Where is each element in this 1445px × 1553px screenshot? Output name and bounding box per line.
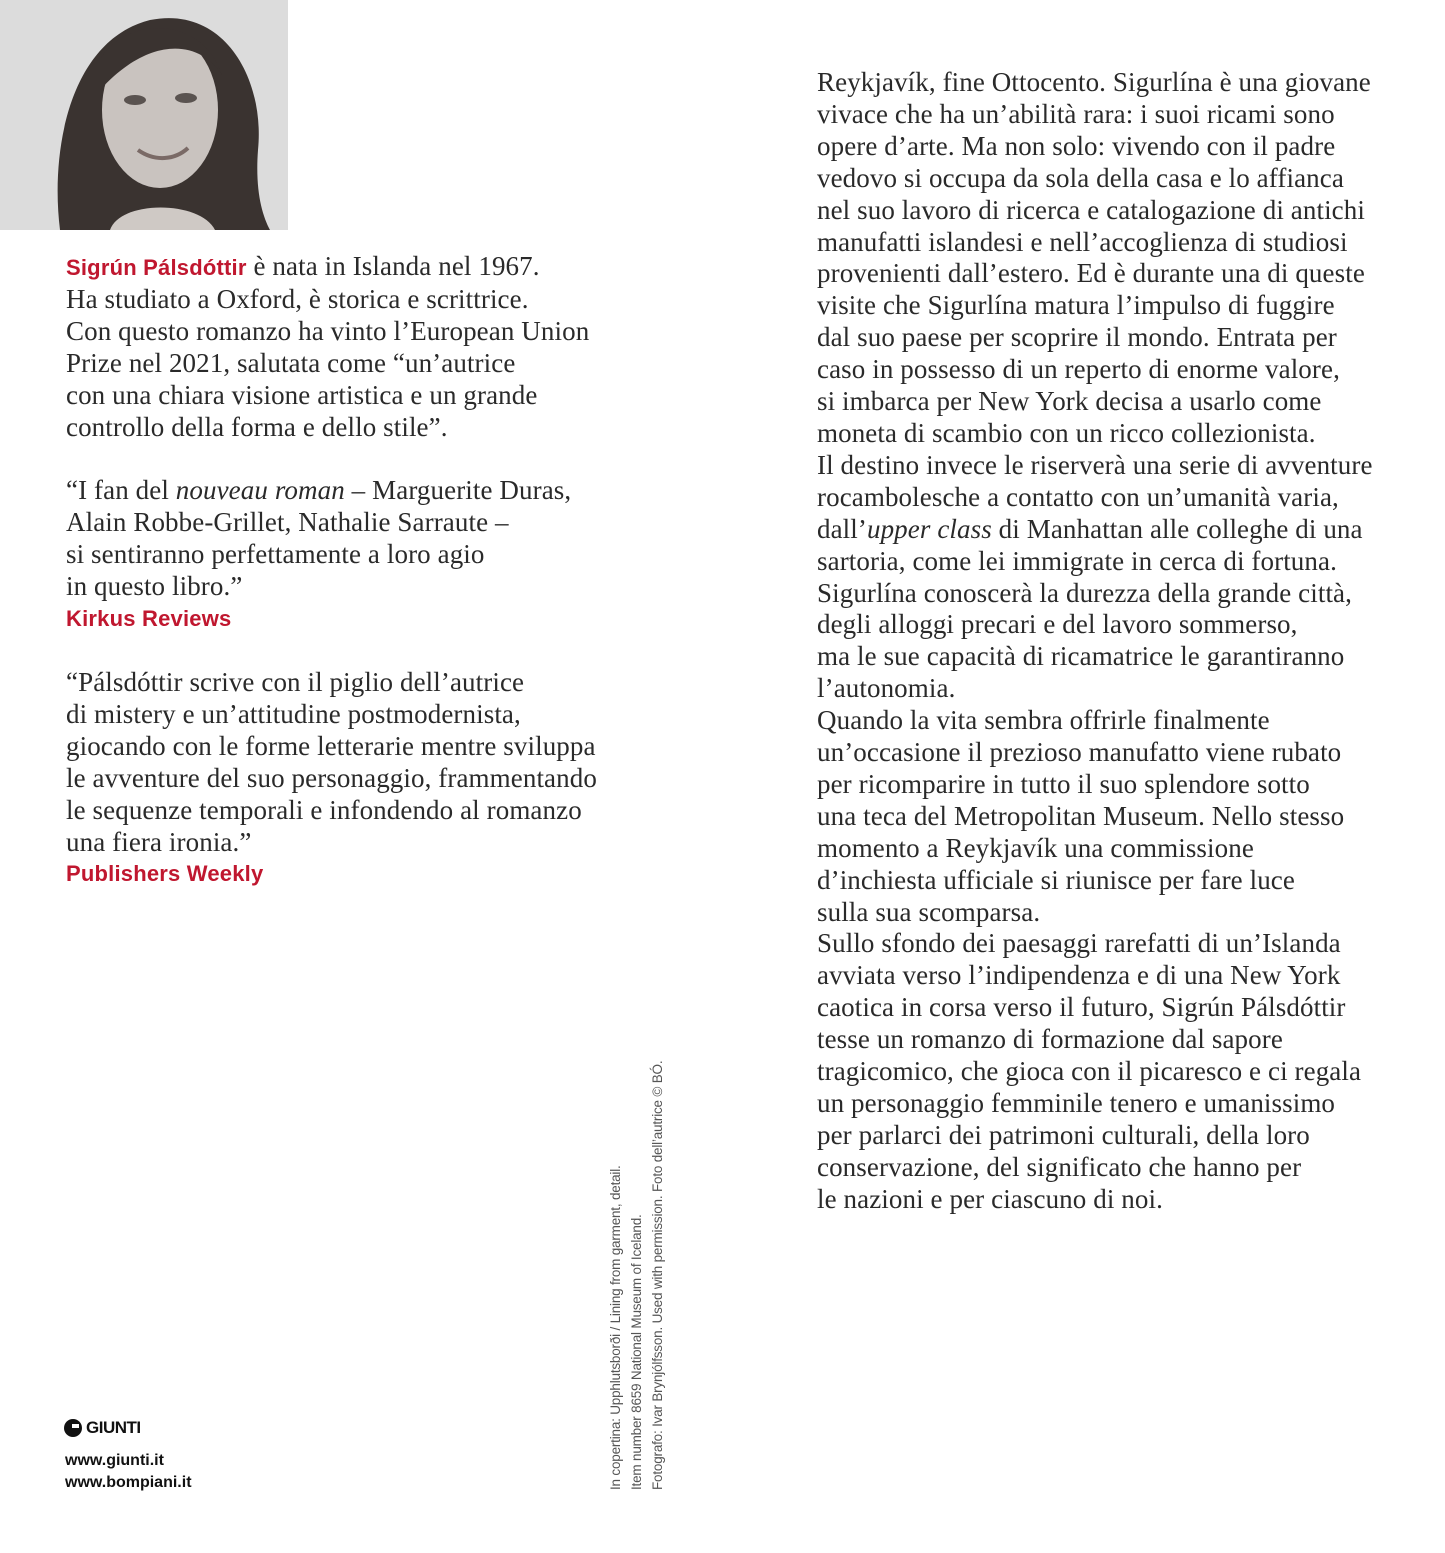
blurb-line: le nazioni e per ciascuno di noi. — [817, 1183, 1163, 1214]
review1-line: in questo libro.” — [66, 571, 243, 602]
left-column — [66, 251, 666, 890]
author-bio-line: controllo della forma e dello stile”. — [66, 411, 448, 442]
author-bio-line: Ha studiato a Oxford, è storica e scrittrice. — [66, 283, 529, 314]
blurb-text: dall’ — [817, 513, 867, 544]
blurb-line: vedovo si occupa da sola della casa e lo affianca — [817, 162, 1344, 193]
credit-line: Item number 8659 National Museum of Iceland. — [629, 1214, 644, 1490]
cover-credits — [605, 1061, 668, 1490]
blurb-line: ma le sue capacità di ricamatrice le garantiranno — [817, 641, 1345, 672]
blurb-line-italic — [817, 514, 1407, 546]
blurb-line: conservazione, del significato che hanno per — [817, 1151, 1302, 1182]
blurb-line: Sigurlína conoscerà la durezza della grande città, — [817, 577, 1352, 608]
review2-source: Publishers Weekly — [66, 861, 264, 887]
review2-line: di mistery e un’attitudine postmodernista, — [66, 698, 521, 729]
blurb-line: visite che Sigurlína matura l’impulso di fuggire — [817, 290, 1335, 321]
blurb-line: caso in possesso di un reperto di enorme valore, — [817, 354, 1340, 385]
author-portrait-image — [0, 0, 288, 230]
blurb-text: di Manhattan alle colleghe di una — [991, 513, 1363, 544]
blurb-line: opere d’arte. Ma non solo: vivendo con il padre — [817, 130, 1336, 161]
blurb-italic: upper class — [866, 513, 992, 544]
publisher-url: www.giunti.it — [65, 1452, 164, 1469]
review2-line: “Pálsdóttir scrive con il piglio dell’autrice — [66, 666, 525, 697]
publisher-logo — [64, 1417, 141, 1439]
blurb-line: nel suo lavoro di ricerca e catalogazione di antichi — [817, 194, 1365, 225]
blurb-line: tesse un romanzo di formazione dal sapore — [817, 1024, 1283, 1055]
review1-first-line — [66, 475, 666, 507]
publisher-url: www.bompiani.it — [65, 1474, 192, 1491]
author-bio-line: Prize nel 2021, salutata come “un’autrice — [66, 347, 516, 378]
blurb-line: per parlarci dei patrimoni culturali, della loro — [817, 1119, 1310, 1150]
review1-line: si sentiranno perfettamente a loro agio — [66, 539, 485, 570]
review2-line: le avventure del suo personaggio, frammentando — [66, 762, 597, 793]
giunti-logo-icon — [64, 1419, 82, 1437]
review2-line: una fiera ironia.” — [66, 826, 252, 857]
blurb-line: manufatti islandesi e nell’accoglienza di studiosi — [817, 226, 1348, 257]
review1-italic: nouveau roman — [175, 475, 345, 506]
review1-source: Kirkus Reviews — [66, 606, 232, 632]
blurb-line: degli alloggi precari e del lavoro sommerso, — [817, 609, 1298, 640]
blurb-line: Il destino invece le riserverà una serie di avventure — [817, 449, 1373, 480]
blurb-line: l’autonomia. — [817, 673, 956, 704]
review1-text: – Marguerite Duras, — [344, 475, 572, 506]
blurb-line: vivace che ha un’abilità rara: i suoi ricami sono — [817, 98, 1335, 129]
review2-line: giocando con le forme letterarie mentre sviluppa — [66, 730, 596, 761]
blurb-line: momento a Reykjavík una commissione — [817, 832, 1254, 863]
blurb-line: avviata verso l’indipendenza e di una New York — [817, 960, 1341, 991]
review1-line: Alain Robbe-Grillet, Nathalie Sarraute – — [66, 507, 509, 538]
author-bio-line: con una chiara visione artistica e un grande — [66, 379, 538, 410]
blurb-line: provenienti dall’estero. Ed è durante una di queste — [817, 258, 1365, 289]
credit-line: In copertina: Upphlutsborði / Lining from garment, detail. — [608, 1165, 623, 1490]
review1-text: “I fan del — [66, 475, 176, 506]
blurb-line: sartoria, come lei immigrate in cerca di fortuna. — [817, 545, 1337, 576]
blurb-line: una teca del Metropolitan Museum. Nello stesso — [817, 800, 1345, 831]
blurb-line: dal suo paese per scoprire il mondo. Entrata per — [817, 322, 1337, 353]
review2-line: le sequenze temporali e infondendo al romanzo — [66, 794, 582, 825]
credit-line: Fotografo: Ivar Brynjólfsson. Used with permission. Foto dell’autrice © BÓ. — [650, 1060, 665, 1490]
blurb-line: d’inchiesta ufficiale si riunisce per fare luce — [817, 864, 1295, 895]
author-bio-line: Con questo romanzo ha vinto l’European Union — [66, 315, 590, 346]
blurb-line: sulla sua scomparsa. — [817, 896, 1041, 927]
blurb-line: moneta di scambio con un ricco collezionista. — [817, 417, 1316, 448]
blurb-line: caotica in corsa verso il futuro, Sigrún Pálsdóttir — [817, 992, 1346, 1023]
blurb-line: per ricomparire in tutto il suo splendore sotto — [817, 768, 1310, 799]
author-photo — [0, 0, 288, 230]
blurb-line: Reykjavík, fine Ottocento. Sigurlína è una giovane — [817, 67, 1371, 97]
publisher-urls — [65, 1450, 192, 1494]
blurb-line: Quando la vita sembra offrirle finalmente — [817, 705, 1270, 736]
author-bio-first-line — [66, 251, 666, 284]
blurb-column — [817, 67, 1407, 1216]
author-bio-intro: è nata in Islanda nel 1967. — [246, 251, 540, 281]
blurb-line: tragicomico, che gioca con il picaresco e ci regala — [817, 1056, 1362, 1087]
blurb-line: un’occasione il prezioso manufatto viene rubato — [817, 737, 1342, 768]
blurb-line: un personaggio femminile tenero e umanissimo — [817, 1088, 1336, 1118]
author-name: Sigrún Pálsdóttir — [66, 255, 247, 280]
publisher-logo-text: GIUNTI — [86, 1418, 141, 1437]
blurb-line: rocambolesche a contatto con un’umanità varia, — [817, 481, 1339, 512]
blurb-line: si imbarca per New York decisa a usarlo come — [817, 386, 1322, 417]
blurb-line: Sullo sfondo dei paesaggi rarefatti di un’Islanda — [817, 928, 1341, 959]
